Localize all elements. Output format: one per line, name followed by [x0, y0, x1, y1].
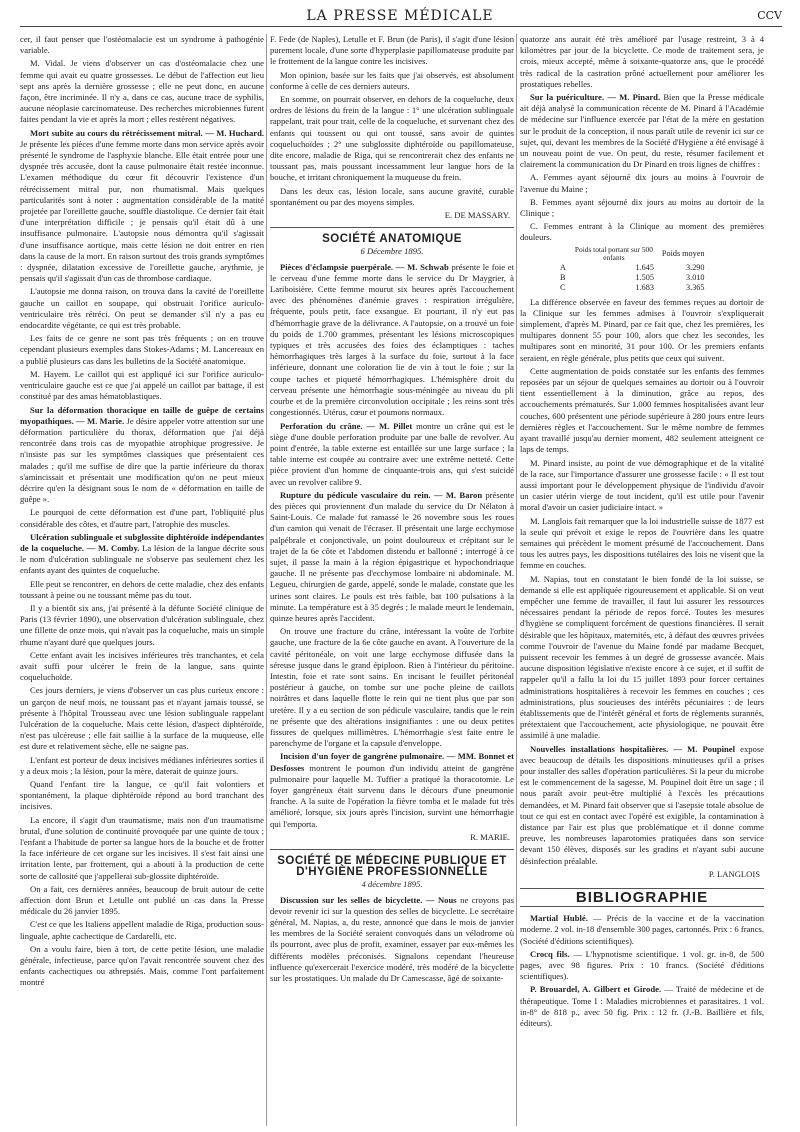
article-selles — [270, 895, 514, 985]
paragraph: C. Femmes entrant à la Clinique au moment des premières douleurs. — [520, 221, 764, 243]
paragraph: L'enfant est porteur de deux incisives médianes inférieures sorties il y a deux mois ; la lésion, pour la mère, daterait de quinze jours. — [20, 754, 264, 776]
paragraph: M. Pinard insiste, au point de vue démographique et de la vitalité de la race, sur l'importance d'assurer une grossesse facile : « Il est tout aussi important pour le développement physique de l'individu d'avoir un casier utérin vierge de tout incident, qu'il est utile pour l'avenir moral d'avoir un casier judiciaire intact. » — [520, 457, 764, 513]
paragraph: ne croyons pas devoir revenir ici sur la question des selles de bicyclette. Le secrétaire général, M. Napias, a, du reste, annoncé que dans le mois de janvier les membres de la Société seraient convoqués dans un vélodrome où ils pourront, avec plus de profit, examiner, essayer par eux-mêmes les différents modèles préconisés. Signalons cependant l'heureuse influence qu'exercerait l'exercice modéré, très modéré de la bicyclette sur les prostatiques. Un malade du Dr Camescasse, âgé de soixante- — [270, 894, 514, 984]
table-header-row — [560, 246, 712, 263]
article-author: — M. Baron — [433, 489, 483, 500]
article-heading: Nouvelles installations hospitalières. — [530, 743, 669, 754]
page-number: CCV — [757, 9, 782, 22]
paragraph: A. Femmes ayant séjourné dix jours au moins à l'ouvroir de l'avenue du Maine ; — [520, 172, 764, 194]
section-title: SOCIÉTÉ DE MÉDECINE PUBLIQUE ET D'HYGIÈNE PROFESSIONNELLE — [277, 855, 507, 879]
article-author: — M. Comby. — [86, 542, 140, 553]
weight-table — [560, 246, 712, 293]
article-heading: Sur la déformation thoracique en taille de guêpe de certains myopathiques. — [20, 404, 264, 426]
article-installations — [520, 744, 764, 867]
article-author: — MM. Bonnet et Desfosses — [270, 751, 514, 773]
paragraph: quatorze ans aurait été très amélioré par l'usage restreint, 3 à 4 kilomètres par jour de la bicyclette. Ce mode de traitement sera, je crois, mieux accepté, même à soixante-quatorze ans, que le procédé très radical de la castration prôné actuellement pour améliorer les prostatiques rebelles. — [520, 34, 764, 89]
paragraph: M. Hayem. Le caillot qui est appliqué ici sur l'orifice auriculo-ventriculaire gauche est ce que j'ai appelé un caillot par battage, il est constitué par des amas hématoblastiques. — [20, 368, 264, 402]
paragraph: M. Langlois fait remarquer que la loi industrielle suisse de 1877 est la seule qui prévoit et exige le repos de l'ouvrière dans les quatre semaines qui précèdent le moment présumé de l'accouchement. Dans tous les autres pays, les dispositions tutélaires des lois ne visent que la femme en couches. — [520, 515, 764, 571]
paragraph: expose avec beaucoup de détails les dispositions minutieuses qu'il a prises pour installer des salles d'opération particulières. Si la peur du microbe est le commencement de la sagesse, M. Poupinel doit être un sage ; il nous paraît avoir peut-être multiplié à l'excès les précautions demandées, et M. Pinard fait observer que si l'asepsie totale absolue de tout ce qui est en contact avec l'opéré est exigible, la contamination à distance par l'air est plus que problématique et il donne comme preuve, les nombreuses laparotomies pratiquées dans son service devant 150 élèves, disposés sur les gradins et n'ayant subi aucune désinfection préalable. — [520, 743, 764, 866]
article-ulceration — [20, 532, 264, 577]
article-author: — M. Poupinel — [673, 743, 735, 754]
paragraph: Mon opinion, basée sur les faits que j'ai observés, est absolument conforme à celle de ces derniers auteurs. — [270, 69, 514, 91]
article-puericulture — [520, 92, 764, 170]
paragraph: présente le foie et le cerveau d'une femme morte dans le service du Dr Maygrier, à Lariboisière. Cette femme mourut six heures après l'accouchement avec des phénomènes d'anémie graves : respiration irrégulière, fréquente, pouls petit, face exsangue. Et pourtant, il n'y eut pas d'hémorrhagie grave de la délivrance. A l'autopsie, on a trouvé un foie du poids de 1.700 grammes, présentant les lésions microscopiques typiques et très accusées des foies des éclamptiques : taches hémorrhagiques très larges à la surface du foie, surtout à la face inférieure, donnant une coloration lie de vin à tout le foie ; sur la coupe taches et piqueté hémorrhagiques. L'hémisphère droit du cerveau présente une hémorrhagie sous-méningée au niveau du pli courbe et de la première circonvolution occipitale ; les reins sont très congestionnés. Utérus, cœur et poumons normaux. — [270, 261, 514, 418]
table-cell: C — [560, 282, 566, 292]
article-mort-subite — [20, 128, 264, 285]
column-divider — [516, 34, 517, 1126]
paragraph: On a voulu faire, bien à tort, de cette petite lésion, une maladie générale, infectieuse, parce qu'on l'avait rencontrée souvent chez des enfants cachectiques ou athrepsiés. Mais, comme l'ont parfaitement montré — [20, 943, 264, 988]
article-heading: Rupture du pédicule vasculaire du rein. — [280, 489, 431, 500]
section-rule — [270, 227, 514, 228]
bibliography-text: — Précis de la vaccine et de la vaccination moderne. 2 vol. in-18 d'ensemble 300 pages, cartonnés. Prix : 6 francs. (Société d'éditions scientifiques). — [520, 913, 764, 946]
article-heading: Ulcération sublinguale et subglossite diphtéroïde indépendantes de la coqueluche. — [20, 531, 264, 553]
paragraph: C'est ce que les Italiens appellent maladie de Riga, production sous-linguale, aphte cachectique de Cardarelli, etc. — [20, 919, 264, 941]
table-header: Poids total portant sur 500 enfants — [574, 244, 653, 263]
bibliography-author: P. Brouardel, A. Gilbert et Girode. — [530, 984, 662, 995]
paragraph: cer, il faut penser que l'ostéomalacie est un syndrome à pathogénie variable. — [20, 34, 264, 56]
bibliography-item — [520, 949, 764, 983]
header-rule — [20, 26, 782, 27]
table-cell: 3.290 — [686, 262, 705, 272]
section-rule — [270, 849, 514, 850]
section-title: SOCIÉTÉ ANATOMIQUE — [322, 233, 462, 246]
table-header: Poids moyen — [661, 249, 705, 259]
article-author: — Nous — [425, 894, 457, 905]
column-3 — [520, 34, 764, 1126]
table-cell: 3.010 — [686, 272, 705, 282]
article-heading: Mort subite au cours du rétrécissement mitral. — [30, 127, 203, 138]
paragraph: B. Femmes ayant séjourné dix jours au moins au dortoir de la Clinique ; — [520, 196, 764, 219]
bibliography-item — [520, 913, 764, 947]
article-deformation — [20, 405, 264, 506]
paragraph: Quand l'enfant tire la langue, ce qu'il fait volontiers et spontanément, la plaque diphtéroïde répond au bord tranchant des incisives. — [20, 779, 264, 812]
paragraph: Les faits de ce genre ne sont pas très fréquents ; on en trouve cependant plusieurs exemples dans Stokes-Adams ; M. Lancereaux en a publié plusieurs cas dans les bulletins de la Société anatomique. — [20, 333, 264, 366]
article-author: — M. Schwab — [395, 261, 449, 272]
table-row — [560, 283, 712, 293]
article-perforation — [270, 421, 514, 488]
paragraph: montre un crâne qui est le siège d'une double perforation produite par une balle de revolver. Au point d'entrée, la table externe est entaillée sur une large surface ; la table interne est coupée au contraire avec une extrême netteté. Cette pièce provient d'un homme de cinquante-trois ans, qui s'est suicidé avec un revolver calibre 9. — [270, 420, 514, 487]
paragraph: Dans les deux cas, lésion locale, sans aucune gravité, curable spontanément ou par des moyens simples. — [270, 185, 514, 207]
paragraph: L'autopsie me donna raison, on trouva dans la cavité de l'oreillette gauche un caillot en soupape, qui obstruait l'orifice auriculo-ventriculaire très rétréci. On peut se demander s'il n'y a pas eu endocardite végétante, ce qui est très probable. — [20, 286, 264, 331]
journal-title: LA PRESSE MÉDICALE — [306, 8, 494, 24]
table-row — [560, 273, 712, 283]
table-cell: B — [560, 272, 566, 282]
table-row — [560, 263, 712, 273]
table-cell: 1.645 — [635, 262, 654, 272]
paragraph: On a fait, ces dernières années, beaucoup de bruit autour de cette affection dont Brun et Letulle ont publié un cas dans la Presse médicale du 26 janvier 1895. — [20, 883, 264, 917]
paragraph: M. Napias, tout en constatant le bien fondé de la loi suisse, se demande si elle est appliquée rigoureusement et applicable. Si on veut empêcher une femme de travailler, il faut lui assurer les ressources nécessaires pendant la période de repos forcé. Toutes les mesures d'hygiène se compliquent forcément de questions financières. Il serait désirable que les hôpitaux, maternités, etc, à défaut des œuvres privées comme l'ouvroir de l'avenue du Maine fondé par madame Becquet, puissent recevoir les femmes à un degré de grossesse avancée. Mais aucune disposition législative n'existe encore à ce sujet, et il suffit de rappeler qu'il a fallu la loi du 15 juillet 1893 pour forcer certaines administrations hospitalières à recevoir les femmes en couches ; ces administrations, plus soucieuses des intérêts pécuniaires : de leurs établissements que de l'intérêt général et forts de règlements surannés, prétextaient que l'accouchement, acte physiologique, ne pouvait être assimilé à une maladie. — [520, 573, 764, 741]
signature: E. DE MASSARY. — [444, 210, 510, 221]
paragraph: présente des pièces qui proviennent d'un malade du service du Dr Nélaton à Saint-Louis. Ce malade fut ramassé le 26 novembre sous les roues d'un camion qui venait de l'écraser. Il présentait une large ecchymose palpébrale et conjonctivale, un point douloureux et crépitant sur le trajet de la 6e côte et l'abdomen distendu et ballonné ; interrogé à ce sujet, il passe la main à la région épigastrique et hypochondriaque gauche. Il ne présente pas d'ecchymose lombaire ni abdominale. M. Legueu, chirurgien de garde, appelé, sonde le malade, constate que les urines sont claires. Le pouls est très faible, bat 100 pulsations à la minute. La température est à 35 degrés ; le malade meurt le lendemain, quinze heures après l'accident. — [270, 489, 514, 623]
bibliography-text: — L'hypnotisme scientifique. 1 vol. gr. in-8, de 500 pages, avec 98 figures. Prix : 10 francs. (Société d'éditions scientifiques). — [520, 948, 764, 982]
paragraph: M. Vidal. Je viens d'observer un cas d'ostéomalacie chez une femme qui avait eu quatre grossesses. Le début de l'affection eut lieu sept ans après la dernière grossesse ; elle ne peut donc, en aucune façon, être incriminée. Il n'y a, dans ce cas, aucune trace de syphilis, aucune néoplasie carcinomateuse. Des recherches microbiennes furent faites pendant la vie et après la mort ; elles restèrent négatives. — [20, 58, 264, 125]
paragraph: Elle peut se rencontrer, en dehors de cette maladie, chez des enfants toussant à peine ou ne toussant même pas du tout. — [20, 578, 264, 600]
bibliography-title: BIBLIOGRAPHIE — [520, 888, 764, 907]
table-cell: 1.683 — [635, 282, 654, 292]
article-author: — M. Marie. — [76, 415, 125, 426]
paragraph: Je désire appeler votre attention sur une déformation particulière du thorax, déformation que j'ai déjà rencontrée dans trois cas de myopathie atrophique progressive. Je n'insiste pas sur les symptômes classiques que présentaient ces malades ; qu'il me suffise de dire que la partie inférieure du thorax s'amincissait et présentait une modification qu'on ne peut mieux décrire qu'en la désignant sous le nom de « déformation en taille de guêpe ». — [20, 415, 264, 505]
column-1 — [20, 34, 264, 1126]
article-heading: Perforation du crâne. — [280, 420, 363, 431]
bibliography-author: Crocq fils. — [530, 948, 570, 959]
paragraph: La encore, il s'agit d'un traumatisme, mais non d'un traumatisme brutal, d'une solution de continuité provoquée par une quinte de toux ; l'enfant a l'habitude de porter sa langue hors de la bouche et de frotter la face inférieure de cet organe sur les incisives. Il s'est fait ainsi une irritation lente, par frottement, qui a abouti à la production de cette sorte de callosité que j'appellerai sub-glossite diphtéroïde. — [20, 814, 264, 881]
paragraph: En somme, on pourrait observer, en dehors de la coqueluche, deux ordres de lésions du frein de la langue : 1° une ulcération sublinguale rappelant, trait pour trait, celle de la coqueluche, et survenant chez des enfants qui toussent ou qui ont toussé, sans avoir de quintes coqueluchoïdes ; 2° une subglossite diphtéroïde ou papillomateuse, dite encore, maladie de Riga, qui se rencontrerait chez des enfants ne toussant pas, mais poussant incessamment leur langue hors de la bouche, et irritant chroniquement la muqueuse du frein. — [270, 94, 514, 183]
paragraph: Il y a bientôt six ans, j'ai présenté à la défunte Société clinique de Paris (13 février 1890), une observation d'ulcération sublinguale, chez une fillette de onze mois, qui n'avait pas la coqueluche, mais un simple rhume n'ayant duré que quelques jours. — [20, 602, 264, 647]
bibliography-author: Martial Hublé. — [530, 913, 588, 924]
paragraph: Je présente les pièces d'une femme morte dans mon service après avoir présenté le syndrome de l'asphyxie blanche. Elle était entrée pour une dyspnée très accusée, dont la cause pulmonaire était restée inconnue. L'examen méthodique du cœur fit découvrir l'existence d'un rétrécissement mitral pur, non rhumatismal. Mais quelques particularités sont à noter : augmentation considérable de la matité projetée par l'oreillette gauche, souffle diastolique. Ce dernier fait était d'une interprétation difficile ; je pensais qu'il était dû à une insuffisance pulmonaire. L'autopsie nous démontra qu'il s'agissait d'une insuffisance aortique, mais cette lésion ne doit entrer en rien dans la cause de la mort. En raison surtout des trois grands symptômes : dyspnée, dilatation excessive de l'oreillette gauche, arythmie, je pensais qu'il s'agissait d'un cas de thrombose cardiaque. — [20, 138, 264, 284]
article-eclampsie — [270, 262, 514, 419]
paragraph: La lésion de la langue décrite sous le nom d'ulcération sublinguale ne s'observe pas seulement chez les enfants ayant des quintes de coqueluche. — [20, 542, 264, 576]
column-2 — [270, 34, 514, 1126]
article-heading: Discussion sur les selles de bicyclette. — [280, 894, 423, 905]
paragraph: Bien que la Presse médicale ait déjà analysé la communication récente de M. Pinard à l'Académie de médecine sur l'influence exercée par l'état de la mère en gestation sur le produit de la conception, il nous paraît utile de revenir ici sur ce sujet, qui, devant les membres de la Société d'Hygiène a été envisagé à un nouveau point de vue. On peut, du reste, résumer facilement et clairement la communication du Dr Pinard en trois lignes de chiffres : — [520, 92, 764, 170]
section-date: 4 décembre 1895. — [361, 879, 423, 890]
table-cell: A — [560, 262, 566, 272]
article-heading: Pièces d'éclampsie puerpérale. — [280, 261, 394, 272]
paragraph: F. Fede (de Naples), Letulle et F. Brun (de Paris), il s'agit d'une lésion purement locale, d'une sorte d'hyperplasie papillomateuse produite par le frottement de la langue contre les incisives. — [270, 34, 514, 67]
signature: R. MARIE. — [470, 831, 510, 842]
article-author: — M. Pillet — [366, 420, 413, 431]
article-gangrene — [270, 751, 514, 829]
paragraph: Cette augmentation de poids constatée sur les enfants des femmes reposées par un séjour de quelques semaines au dortoir ou à l'ouvroir tient essentiellement à la diminution, grâce au repos, des accouchements prématurés. Sur 1.000 femmes hospitalisées avant leur couches, 600 présentent une période supérieure à 280 jours entre leurs dernières règles et l'accouchement. Sur le même nombre de femmes ayant travaillé jusqu'au dernier moment, 482 seulement atteignent ce laps de temps. — [520, 365, 764, 455]
paragraph: Ces jours derniers, je viens d'observer un cas plus curieux encore : un garçon de neuf mois, ne toussant pas et n'ayant jamais toussé, se présente à l'hôpital Trousseau avec une lésion sublinguale rappelant l'ulcération de la coqueluche. Mais cette lésion, d'aspect diphtéroïde, n'est pas ulcéreuse ; elle fait saillie à la surface de la muqueuse, elle est dure et relativement sèche, elle ne saigne pas. — [20, 685, 264, 752]
bibliography-text: — Traité de médecine et de thérapeutique. Tome I : Maladies microbiennes et parasitaires. 1 vol. in-8° de 818 p., avec 50 fig. Prix : 12 fr. (J.-B. Baillière et fils, éditeurs). — [520, 984, 764, 1029]
article-heading: Incision d'un foyer de gangrène pulmonaire. — [280, 751, 445, 762]
paragraph: On trouve une fracture du crâne, intéressant la voûte de l'orbite gauche, une fracture de la 6e côte gauche en avant. A l'ouverture de la cavité péritonéale, on voit une large ecchymose diffusée dans la séreuse jusque dans le grand épiploon. Rien à l'intérieur du péritoine. Intestin, foie et rate sont sains. En incisant le feuillet péritonéal postérieur à gauche, on tombe sur une poche pleine de caillots noirâtres et dans laquelle flotte le rein qui ne tient plus que par son uretère. Il y a eu section de son pédicule vasculaire, tandis que le rein ne présente que des altérations insignifiantes : une ou deux petites fissures de quelques millimètres. L'hémorrhagie s'est faite entre le parenchyme de l'organe et la capsule d'enveloppe. — [270, 626, 514, 749]
article-rupture — [270, 490, 514, 624]
article-heading: Sur la puériculture. — [530, 92, 605, 103]
article-author: — M. Huchard. — [205, 127, 264, 138]
page-header — [0, 6, 800, 28]
table-cell: 3.365 — [686, 282, 705, 292]
article-author: — M. Pinard. — [607, 92, 661, 103]
bibliography-item — [520, 984, 764, 1029]
paragraph: Le pourquoi de cette déformation est d'une part, l'obliquité plus considérable des côtes, et d'autre part, l'atrophie des muscles. — [20, 507, 264, 529]
paragraph: La différence observée en faveur des femmes reçues au dortoir de la Clinique sur les femmes admises à l'ouvroir s'expliquerait simplement, d'après M. Pinard, par ce fait que, chez les premières, les multipares donnent 55 pour 100, alors que chez les secondes, les multipares sont en minorité, 31 pour 100. Or les premiers enfants seraient, en règle générale, plus petits que ceux qui suivent. — [520, 296, 764, 363]
section-date: 6 Décembre 1895. — [360, 246, 424, 257]
column-divider — [266, 34, 267, 1126]
signature: P. LANGLOIS — [708, 868, 760, 879]
paragraph: Cette enfant avait les incisives inférieures très tranchantes, et cela avait suffi pour ulcérer le frein de la langue, sans quinte coqueluchoïde. — [20, 649, 264, 683]
table-cell: 1.505 — [635, 272, 654, 282]
paragraph: montrent le poumon d'un individu atteint de gangrène pulmonaire pour laquelle M. Tuffier a pratiqué la thoracotomie. Le foyer gangréneux était survenu dans le décours d'une pneumonie franche. A la suite de l'opération la fièvre tomba et le malade fut très amélioré, lorsque, six jours après l'incision, survint une hémorrhagie qui l'emporta. — [270, 762, 514, 829]
